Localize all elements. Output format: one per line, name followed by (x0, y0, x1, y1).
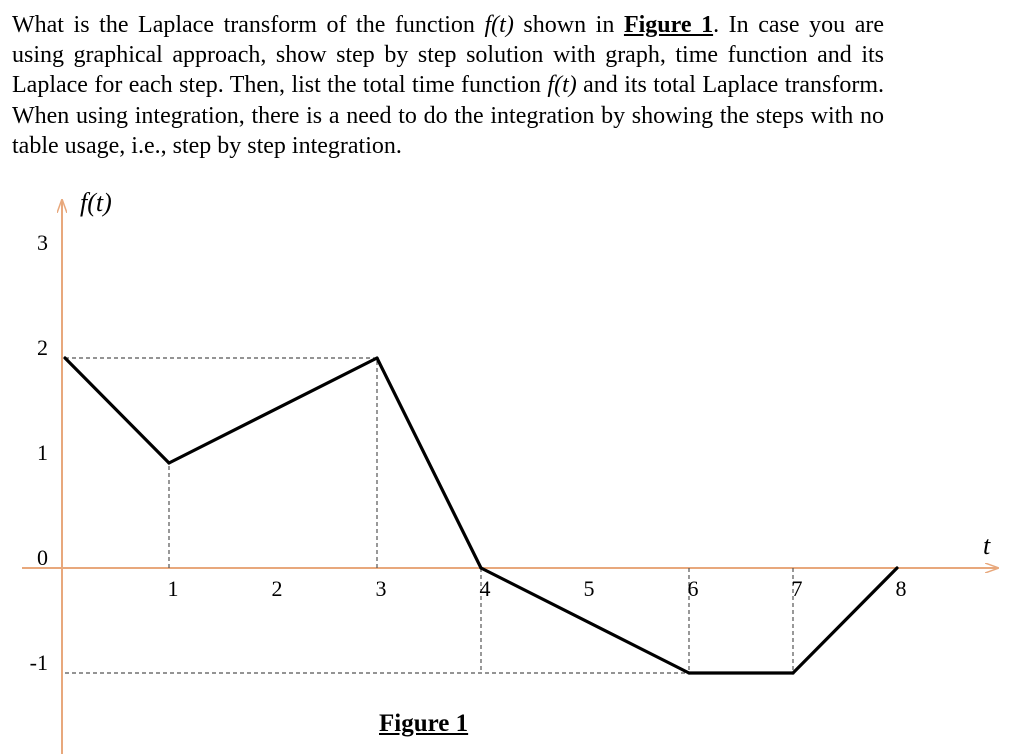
x-tick-label-8: 8 (895, 576, 907, 601)
graph-segment-1 (65, 358, 169, 463)
x-tick-label-1: 1 (167, 576, 179, 601)
guide-lines (65, 358, 793, 673)
graph-segment-3 (377, 358, 481, 568)
figure-caption: Figure 1 (379, 710, 469, 737)
y-tick-label-0: 0 (37, 545, 48, 570)
question-part: . In case you are using graphical approach, show step by step solution with graph, time function and its Laplace for each step. Then, list the total time function (12, 12, 884, 99)
x-tick-label-7: 7 (791, 576, 803, 601)
y-tick-label--1: -1 (29, 650, 48, 675)
graph-segment-6 (793, 568, 897, 673)
function-ref: f(t) (547, 72, 577, 99)
question-part: and its total Laplace transform. When using integration, there is a need to do the integration by showing the steps with no table usage, i.e., step by step integration. (12, 72, 884, 159)
y-tick-label-3: 3 (37, 230, 48, 255)
y-axis-label: f(t) (80, 188, 112, 217)
x-tick-label-4: 4 (479, 576, 491, 601)
figure-ref: Figure 1 (623, 12, 714, 38)
graph-segment-2 (169, 358, 377, 463)
x-tick-label-5: 5 (583, 576, 595, 601)
question-part: What is the Laplace transform of the function (12, 12, 485, 38)
x-tick-label-2: 2 (271, 576, 283, 601)
function-ref: f(t) (484, 12, 514, 38)
x-tick-label-6: 6 (687, 576, 699, 601)
x-axis-label: t (983, 531, 991, 560)
y-tick-label-2: 2 (37, 335, 48, 360)
x-tick-label-3: 3 (375, 576, 387, 601)
question-part: shown in (513, 12, 624, 38)
y-tick-label-1: 1 (37, 440, 48, 465)
y-tick-labels (30, 230, 48, 675)
